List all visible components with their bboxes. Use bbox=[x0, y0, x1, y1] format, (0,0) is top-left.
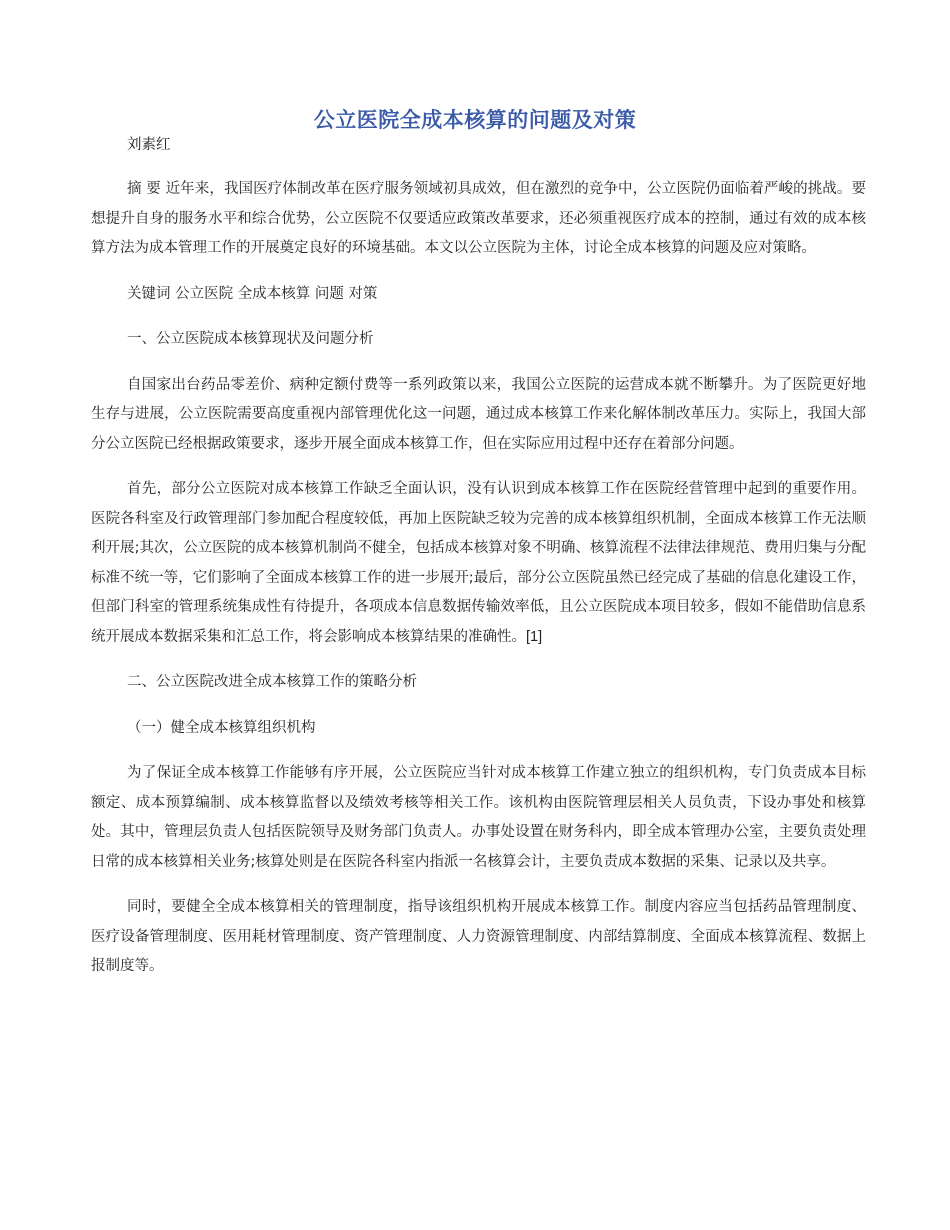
section-1-paragraph-2 bbox=[91, 475, 866, 652]
author-name: 刘素红 bbox=[127, 137, 171, 153]
citation-link[interactable]: [1] bbox=[526, 628, 543, 645]
section-1-paragraph-2-text: 首先，部分公立医院对成本核算工作缺乏全面认识，没有认识到成本核算工作在医院经营管理中起到的重要作用。医院各科室及行政管理部门参加配合程度较低，再加上医院缺乏较为完善的成本核算组织机制，全面成本核算工作无法顺利开展;其次，公立医院的成本核算机制尚不健全，包括成本核算对象不明确、核算流程不法律法律规范、费用归集与分配标准不统一等，它们影响了全面成本核算工作的进一步展开;最后，部分公立医院虽然已经完成了基础的信息化建设工作，但部门科室的管理系统集成性有待提升，各项成本信息数据传输效率低，且公立医院成本项目较多，假如不能借助信息系统开展成本数据采集和汇总工作，将会影响成本核算结果的准确性。 bbox=[91, 481, 866, 645]
subsection-1-heading: （一）健全成本核算组织机构 bbox=[127, 719, 316, 736]
document-title: 公立医院全成本核算的问题及对策 bbox=[313, 108, 637, 132]
section-1-heading: 一、公立医院成本核算现状及问题分析 bbox=[127, 331, 374, 347]
section-1-paragraph-1: 自国家出台药品零差价、病种定额付费等一系列政策以来，我国公立医院的运营成本就不断攀升。为了医院更好地生存与进展，公立医院需要高度重视内部管理优化这一问题，通过成本核算工作来化解体制改革压力。实际上，我国大部分公立医院已经根据政策要求，逐步开展全面成本核算工作，但在实际应用过程中还存在着部分问题。 bbox=[91, 376, 866, 452]
document-body bbox=[91, 175, 866, 998]
section-2-heading: 二、公立医院改进全成本核算工作的策略分析 bbox=[127, 674, 417, 690]
subsection-1-paragraph-1: 为了保证全成本核算工作能够有序开展，公立医院应当针对成本核算工作建立独立的组织机构，专门负责成本目标额定、成本预算编制、成本核算监督以及绩效考核等相关工作。该机构由医院管理层相关人员负责，下设办事处和核算处。其中，管理层负责人包括医院领导及财务部门负责人。办事处设置在财务科内，即全成本管理办公室，主要负责处理日常的成本核算相关业务;核算处则是在医院各科室内指派一名核算会计，主要负责成本数据的采集、记录以及共享。 bbox=[91, 765, 866, 870]
abstract-paragraph: 摘 要 近年来，我国医疗体制改革在医疗服务领域初具成效，但在激烈的竞争中，公立医院仍面临着严峻的挑战。要想提升自身的服务水平和综合优势，公立医院不仅要适应政策改革要求，还必须重视医疗成本的控制，通过有效的成本核算方法为成本管理工作的开展奠定良好的环境基础。本文以公立医院为主体，讨论全成本核算的问题及应对策略。 bbox=[91, 181, 866, 256]
subsection-1-paragraph-2: 同时，要健全全成本核算相关的管理制度，指导该组织机构开展成本核算工作。制度内容应当包括药品管理制度、医疗设备管理制度、医用耗材管理制度、资产管理制度、人力资源管理制度、内部结算制度、全面成本核算流程、数据上报制度等。 bbox=[91, 899, 866, 974]
keywords-line: 关键词 公立医院 全成本核算 问题 对策 bbox=[127, 285, 378, 302]
